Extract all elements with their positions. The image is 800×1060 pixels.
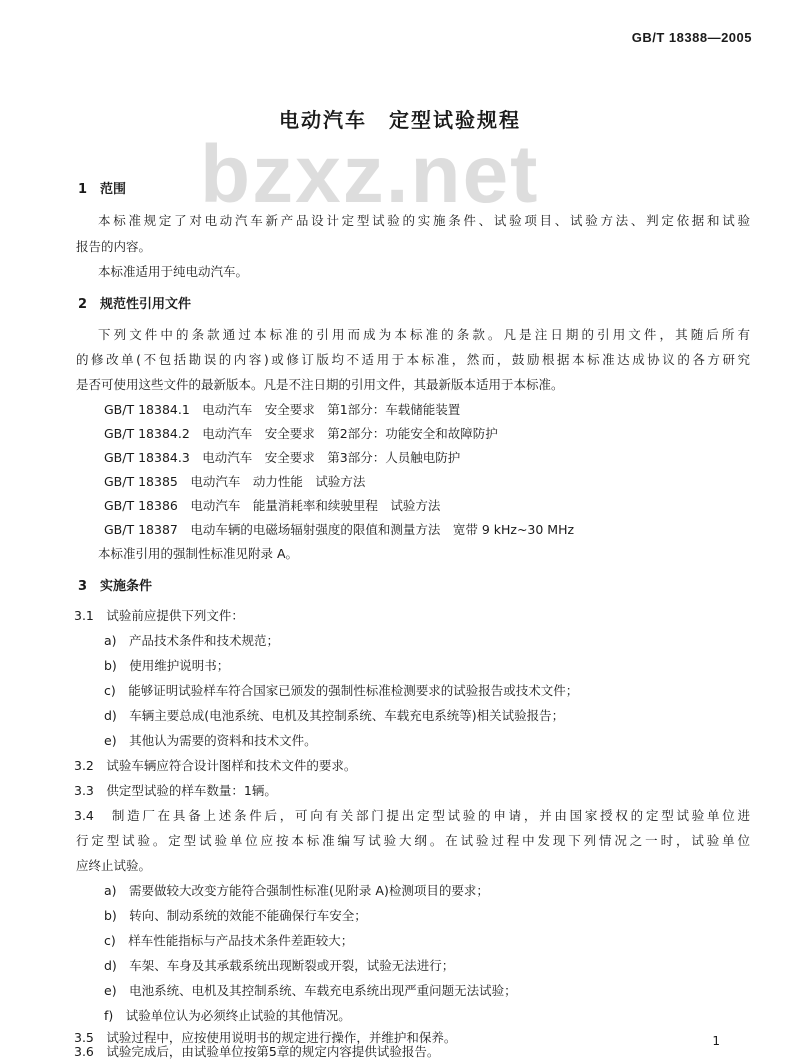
clause-3-4-cont: 应终止试验。 xyxy=(76,858,152,873)
clause-3-1: 3.1 试验前应提供下列文件： xyxy=(74,608,244,623)
watermark: bzxz.net xyxy=(200,129,540,220)
clause-3-6: 3.6 试验完成后，由试验单位按第5章的规定内容提供试验报告。 xyxy=(74,1044,440,1059)
list-item: c) 能够证明试验样车符合国家已颁发的强制性标准检测要求的试验报告或技术文件； xyxy=(104,683,579,698)
standard-number: GB/T 18388—2005 xyxy=(631,30,752,45)
section-3-heading: 3 实施条件 xyxy=(78,579,153,594)
list-item: f) 试验单位认为必须终止试验的其他情况。 xyxy=(104,1008,351,1023)
list-item: d) 车辆主要总成(电池系统、电机及其控制系统、车载充电系统等)相关试验报告； xyxy=(104,708,565,723)
reference-item: GB/T 18384.3 电动汽车 安全要求 第3部分：人员触电防护 xyxy=(104,450,461,465)
list-item: b) 转向、制动系统的效能不能确保行车安全； xyxy=(104,908,367,923)
list-item: a) 需要做较大改变方能符合强制性标准(见附录 A)检测项目的要求； xyxy=(104,883,489,898)
page-title: 电动汽车 定型试验规程 xyxy=(279,108,521,132)
list-item: d) 车架、车身及其承载系统出现断裂或开裂，试验无法进行； xyxy=(104,958,455,973)
list-item: e) 其他认为需要的资料和技术文件。 xyxy=(104,733,317,748)
page-number: 1 xyxy=(712,1034,720,1048)
clause-3-2: 3.2 试验车辆应符合设计图样和技术文件的要求。 xyxy=(74,758,357,773)
list-item: c) 样车性能指标与产品技术条件差距较大； xyxy=(104,933,354,948)
reference-item: GB/T 18384.2 电动汽车 安全要求 第2部分：功能安全和故障防护 xyxy=(104,426,498,441)
reference-item: GB/T 18386 电动汽车 能量消耗率和续驶里程 试验方法 xyxy=(104,498,441,513)
section-1-para-1: 本标准规定了对电动汽车新产品设计定型试验的实施条件、试验项目、试验方法、判定依据和试验 xyxy=(98,213,750,228)
list-item: e) 电池系统、电机及其控制系统、车载充电系统出现严重问题无法试验； xyxy=(104,983,517,998)
section-1-heading: 1 范围 xyxy=(78,182,127,197)
section-2-para-line-1: 下列文件中的条款通过本标准的引用而成为本标准的条款。凡是注日期的引用文件，其随后所有 xyxy=(98,327,750,342)
clause-3-4: 3.4 制造厂在具备上述条件后，可向有关部门提出定型试验的申请，并由国家授权的定型试验单位进 xyxy=(74,808,750,823)
clause-3-5: 3.5 试验过程中，应按使用说明书的规定进行操作，并维护和保养。 xyxy=(74,1030,457,1045)
clause-3-4-cont: 行定型试验。定型试验单位应按本标准编写试验大纲。在试验过程中发现下列情况之一时，试验单位 xyxy=(76,833,750,848)
section-2-para-line-2: 的修改单(不包括勘误的内容)或修订版均不适用于本标准，然而，鼓励根据本标准达成协议的各方研究 xyxy=(76,352,750,367)
section-2-heading: 2 规范性引用文件 xyxy=(78,297,192,312)
section-1-para-2: 本标准适用于纯电动汽车。 xyxy=(98,264,249,279)
reference-item: GB/T 18384.1 电动汽车 安全要求 第1部分：车载储能装置 xyxy=(104,402,461,417)
annex-note: 本标准引用的强制性标准见附录 A。 xyxy=(98,546,299,561)
list-item: a) 产品技术条件和技术规范； xyxy=(104,633,280,648)
clause-3-3: 3.3 供定型试验的样车数量：1辆。 xyxy=(74,783,277,798)
section-2-para-line-3: 是否可使用这些文件的最新版本。凡是不注日期的引用文件，其最新版本适用于本标准。 xyxy=(76,377,564,392)
section-1-para-1-cont: 报告的内容。 xyxy=(76,239,152,254)
reference-item: GB/T 18387 电动车辆的电磁场辐射强度的限值和测量方法 宽带 9 kHz~30 MHz xyxy=(104,522,575,537)
reference-item: GB/T 18385 电动汽车 动力性能 试验方法 xyxy=(104,474,366,489)
list-item: b) 使用维护说明书； xyxy=(104,658,230,673)
